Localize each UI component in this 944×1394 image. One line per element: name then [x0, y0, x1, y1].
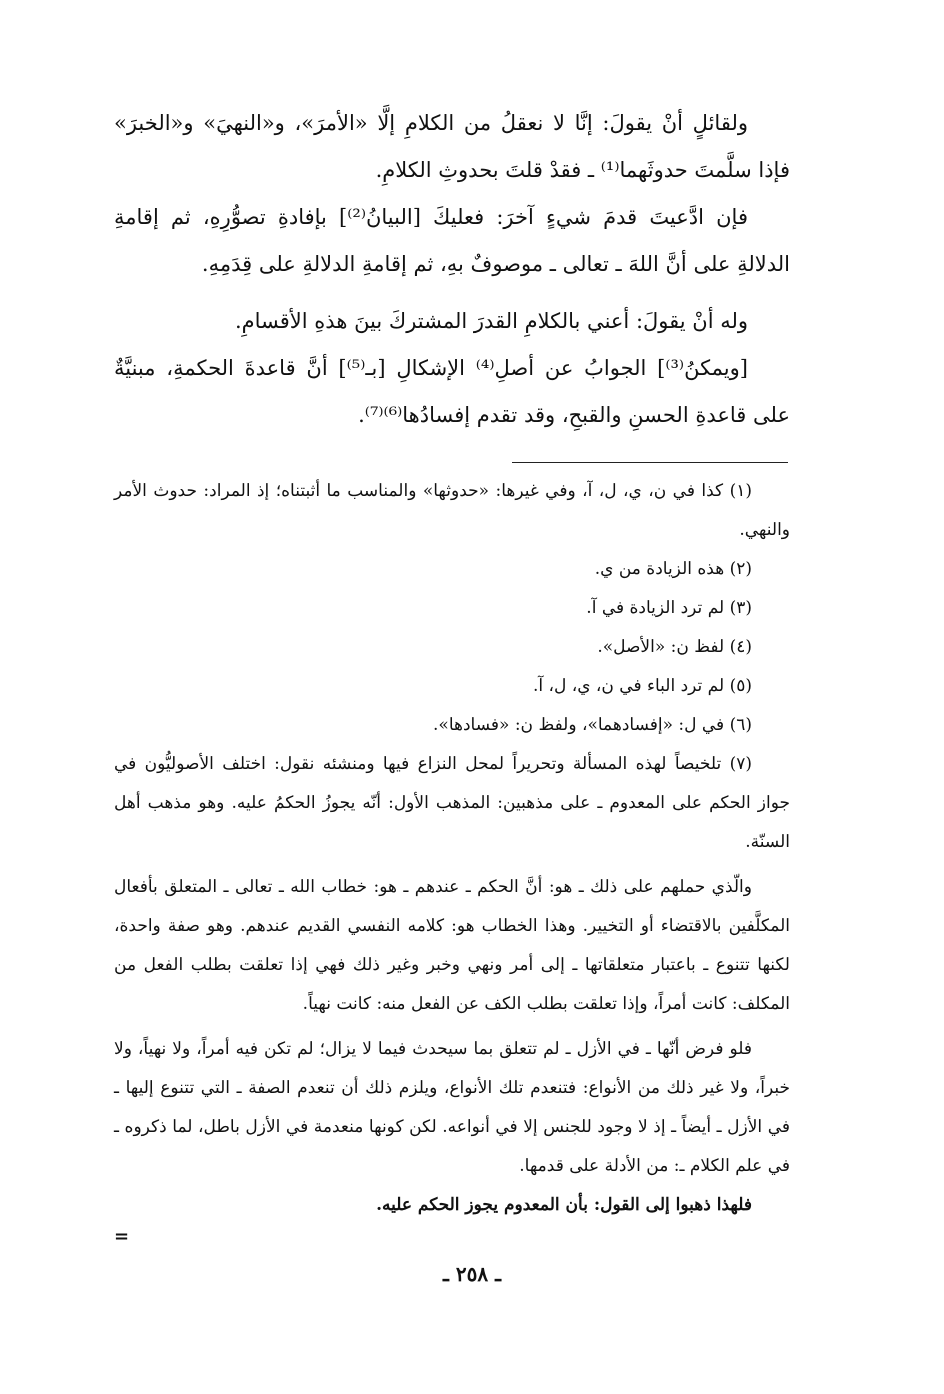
main-paragraph: ولقائلٍ أنْ يقولَ: إنَّا لا نعقلُ من الكلامِ إلَّا «الأمرَ»، و«النهيَ» و«الخبرَ» فإذا سلَّمتَ حدوثَهما⁽¹⁾ ـ فقدْ قلتَ بحدوثِ الكلامِ. [114, 111, 790, 182]
footnotes-section [114, 472, 790, 1225]
footnote-item: (٣) لم ترد الزيادة في آ. [586, 598, 752, 618]
footnote-item: (٢) هذه الزيادة من ي. [594, 559, 752, 579]
footnote-item: (٤) لفظ ن: «الأصل». [597, 637, 752, 657]
footnote-item: (٧) تلخيصاً لهذه المسألة وتحريراً لمحل النزاع فيها ومنشئه نقول: اختلف الأصوليُّون في جواز الحكم على المعدوم ـ على مذهبين: المذهب الأول: أنّه يجوزُ الحكمُ عليه. وهو مذهب أهل السنّة. [114, 754, 790, 852]
footnote-last-line: فلهذا ذهبوا إلى القول: بأن المعدوم يجوز الحكم عليه. [376, 1195, 752, 1215]
footnote-item: (٥) لم ترد الباء في ن، ي، ل، آ. [532, 676, 752, 696]
main-paragraph: وله أنْ يقولَ: أعني بالكلامِ القدرَ المشتركَ بينَ هذهِ الأقسامِ. [234, 309, 748, 333]
footnote-separator [512, 462, 788, 463]
page-number: ـ ٢٥٨ ـ [443, 1262, 501, 1286]
footnote-continuation: فلو فرض أنّها ـ في الأزل ـ لم تتعلق بما سيحدث فيما لا يزال؛ لم تكن فيه أمراً، ولا نهياً، ولا خبراً، ولا غير ذلك من الأنواع: فتنعدم تلك الأنواع، ويلزم ذلك أن تنعدم الصفة ـ التي تتنوع إليها ـ في الأزل ـ أيضاً ـ إذ لا وجود للجنس إلا في أنواعه. لكن كونها منعدمة في الأزل باطل، لما ذكروه ـ في علم الكلام ـ: من الأدلة على قدمها. [114, 1039, 790, 1176]
main-paragraph: [ويمكنُ⁽³⁾] الجوابُ عن أصلِ⁽⁴⁾ الإشكالِ [بـ⁽⁵⁾] أنَّ قاعدةَ الحكمةِ، مبنيَّةٌ على قاعدةِ الحسنِ والقبحِ، وقد تقدم إفسادُها⁽⁶⁾⁽⁷⁾. [114, 356, 790, 427]
main-paragraph: فإن ادَّعيتَ قدمَ شيءٍ آخرَ: فعليكَ [البيانُ⁽²⁾] بإفادةِ تصوُّرِهِ، ثم إقامةِ الدلالةِ على أنَّ اللهَ ـ تعالى ـ موصوفٌ بهِ، ثم إقامةِ الدلالةِ على قِدَمِهِ. [114, 205, 790, 276]
continuation-mark: = [114, 1226, 130, 1247]
footnote-item: (٦) في ل: «إفسادهما»، ولفظ ن: «فسادها». [433, 715, 752, 735]
footnote-continuation: والّذي حملهم على ذلك ـ هو: أنَّ الحكم ـ عندهم ـ هو: خطاب الله ـ تعالى ـ المتعلق بأفعال المكلَّفين بالاقتضاء أو التخيير. وهذا الخطاب هو: كلامه النفسي القديم عندهم. وهو صفة واحدة، لكنها تتنوع ـ باعتبار متعلقاتها ـ إلى أمر ونهي وخبر وغير ذلك فهي إذا تعلقت بطلب الفعل من المكلف: كانت أمراً، وإذا تعلقت بطلب الكف عن الفعل منه: كانت نهياً. [114, 877, 790, 1014]
footnote-item: (١) كذا في ن، ي، ل، آ، وفي غيرها: «حدوثها» والمناسب ما أثبتناه؛ إذ المراد: حدوث الأمر والنهي. [114, 481, 790, 540]
main-text [114, 100, 790, 439]
